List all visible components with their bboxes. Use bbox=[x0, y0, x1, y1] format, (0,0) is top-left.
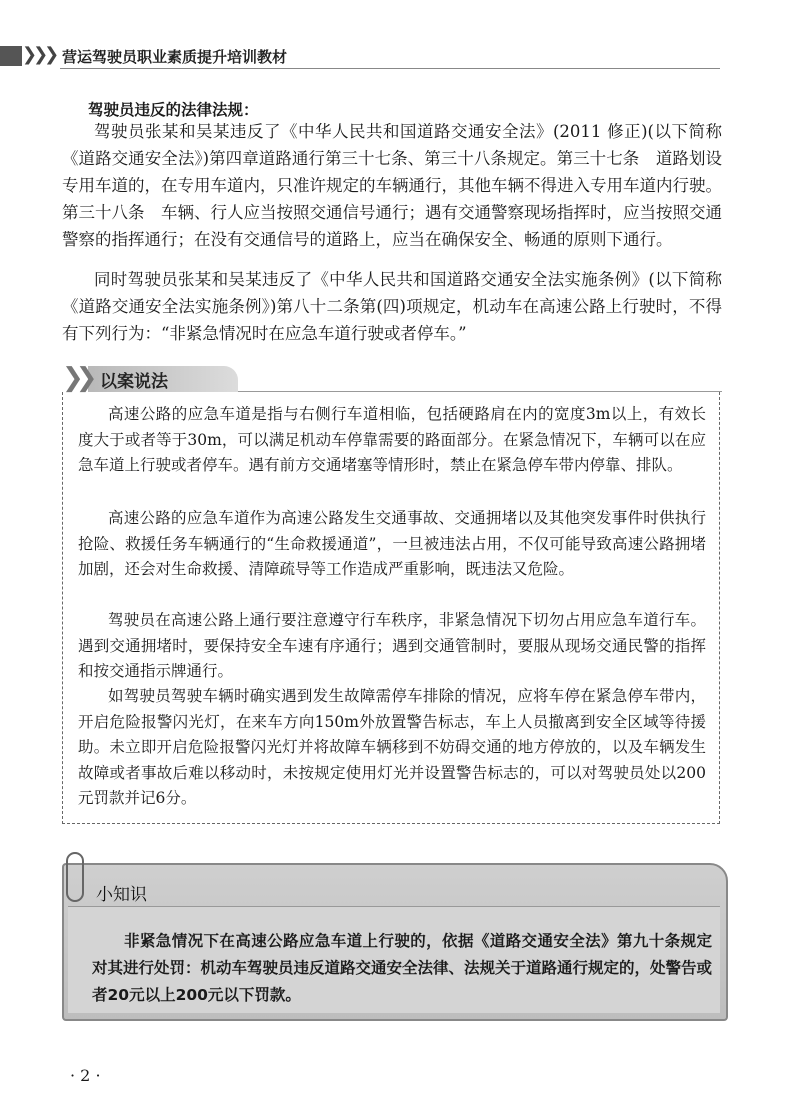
case-section-header bbox=[62, 364, 722, 392]
running-header bbox=[0, 42, 790, 70]
body-paragraph: 驾驶员张某和吴某违反了《中华人民共和国道路交通安全法》(2011 修正)(以下简称《道路交通安全法》)第四章道路通行第三十七条、第三十八条规定。第三十七条 道路划设专用车道的，在专用车道内，只准许规定的车辆通行，其他车辆不得进入专用车道内行驶。第三十八条 车辆、行人应当按照交通信号通行；遇有交通警察现场指挥时，应当按照交通警察的指挥通行；在没有交通信号的道路上，应当在确保安全、畅通的原则下通行。 bbox=[62, 122, 722, 249]
case-paragraph: 高速公路的应急车道是指与右侧行车道相临，包括硬路肩在内的宽度3m以上，有效长度大于或者等于30m，可以满足机动车停靠需要的路面部分。在紧急情况下，车辆可以在应急车道上行驶或者停车。遇有前方交通堵塞等情形时，禁止在紧急停车带内停靠、排队。 bbox=[78, 405, 706, 474]
case-paragraph: 驾驶员在高速公路上通行要注意遵守行车秩序，非紧急情况下切勿占用应急车道行车。遇到交通拥堵时，要保持安全车速有序通行；遇到交通管制时，要服从现场交通民警的指挥和按交通指示牌通行。 bbox=[78, 611, 706, 680]
case-paragraph: 高速公路的应急车道作为高速公路发生交通事故、交通拥堵以及其他突发事件时供执行抢险、救援任务车辆通行的“生命救援通道”，一旦被违法占用，不仅可能导致高速公路拥堵加剧，还会对生命救援、清障疏导等工作造成严重影响，既违法又危险。 bbox=[78, 509, 706, 578]
chevrons-icon: ❯❯ bbox=[62, 363, 90, 393]
header-marker-bar bbox=[0, 46, 22, 66]
case-paragraph: 如驾驶员驾驶车辆时确实遇到发生故障需停车排除的情况，应将车停在紧急停车带内，开启危险报警闪光灯，在来车方向150m外放置警告标志，车上人员撤离到安全区域等待援助。未立即开启危险报警闪光灯并将故障车辆移到不妨碍交通的地方停放的，以及车辆发生故障或者事故后难以移动时，未按规定使用灯光并设置警告标志的，可以对驾驶员处以200元罚款并记6分。 bbox=[78, 687, 706, 807]
tip-text: 非紧急情况下在高速公路应急车道上行驶的，依据《道路交通安全法》第九十条规定对其进行处罚：机动车驾驶员违反道路交通安全法律、法规关于道路通行规定的，处警告或者20元以上200元以下罚款。 bbox=[92, 932, 713, 1004]
header-chevrons-icon: ❯❯❯ bbox=[22, 44, 56, 65]
body-paragraph: 同时驾驶员张某和吴某违反了《中华人民共和国道路交通安全法实施条例》(以下简称《道路交通安全法实施条例》)第八十二条第(四)项规定，机动车在高速公路上行驶时，不得有下列行为：“非紧急情况时在应急车道行驶或者停车。” bbox=[62, 270, 722, 343]
section-heading: 驾驶员违反的法律法规： bbox=[88, 101, 259, 119]
page-number: · 2 · bbox=[70, 1066, 101, 1085]
header-rule bbox=[60, 68, 720, 69]
case-title: 以案说法 bbox=[100, 372, 168, 392]
tip-title: 小知识 bbox=[96, 885, 147, 905]
paperclip-icon bbox=[66, 852, 84, 902]
header-title: 营运驾驶员职业素质提升培训教材 bbox=[62, 48, 288, 66]
